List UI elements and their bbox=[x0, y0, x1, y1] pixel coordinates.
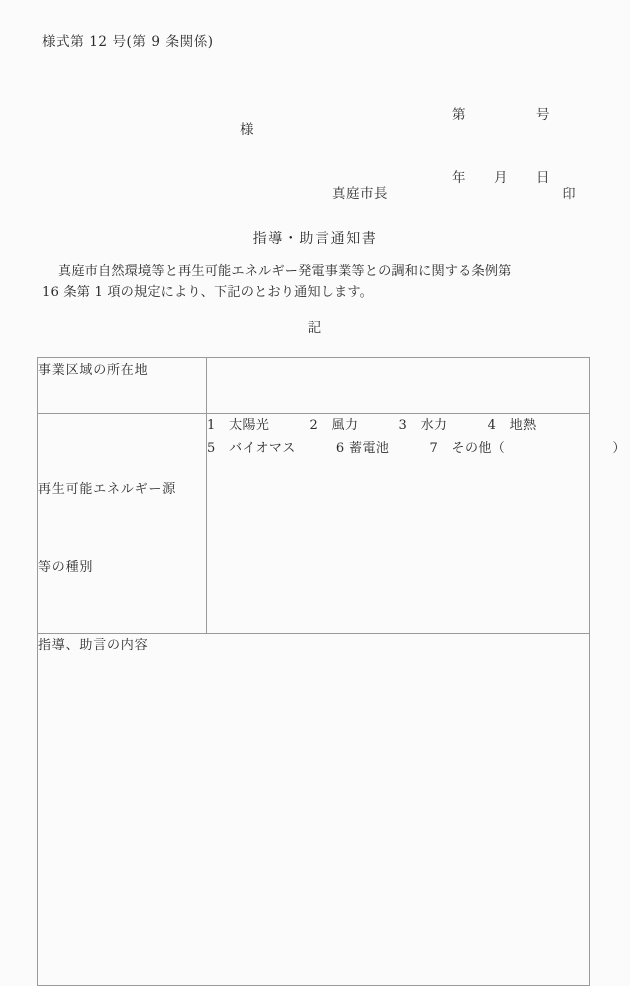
row-value-project-area-location[interactable] bbox=[207, 358, 590, 414]
document-meta-block bbox=[452, 63, 550, 231]
form-number: 様式第 12 号(第 9 条関係) bbox=[42, 34, 214, 50]
ki-marker: 記 bbox=[307, 320, 323, 336]
table-row bbox=[38, 414, 590, 634]
row-label-energy-source-type-line-1: 再生可能エネルギー源 bbox=[38, 482, 177, 497]
body-paragraph-line-1: 真庭市自然環境等と再生可能エネルギー発電事業等との調和に関する条例第 bbox=[58, 264, 512, 279]
body-paragraph bbox=[42, 262, 594, 303]
page-title: 指導・助言通知書 bbox=[252, 231, 378, 247]
details-table bbox=[37, 357, 626, 986]
row-label-guidance-advice-content[interactable]: 指導、助言の内容 bbox=[38, 634, 590, 986]
body-paragraph-line-2: 16 条第 1 項の規定により、下記のとおり通知します。 bbox=[42, 284, 374, 300]
addressee-line: 様 bbox=[240, 122, 254, 138]
row-label-project-area-location: 事業区域の所在地 bbox=[38, 358, 207, 414]
table-row bbox=[38, 634, 590, 986]
document-date-line: 年 月 日 bbox=[452, 170, 550, 186]
issuer-name: 真庭市長 bbox=[332, 186, 388, 202]
table-row bbox=[38, 358, 590, 414]
issuer-block bbox=[332, 182, 576, 202]
energy-options-line-1: 1 太陽光 2 風力 3 水力 4 地熱 bbox=[207, 418, 537, 433]
row-label-energy-source-type bbox=[38, 414, 207, 634]
document-number-line: 第 号 bbox=[452, 107, 550, 123]
row-value-energy-source-options[interactable] bbox=[207, 414, 626, 634]
energy-options-line-2: 5 バイオマス 6 蓄電池 7 その他（ ） bbox=[207, 441, 626, 456]
seal-stamp-mark: 印 bbox=[562, 187, 576, 202]
row-label-energy-source-type-line-2: 等の種別 bbox=[38, 560, 94, 575]
